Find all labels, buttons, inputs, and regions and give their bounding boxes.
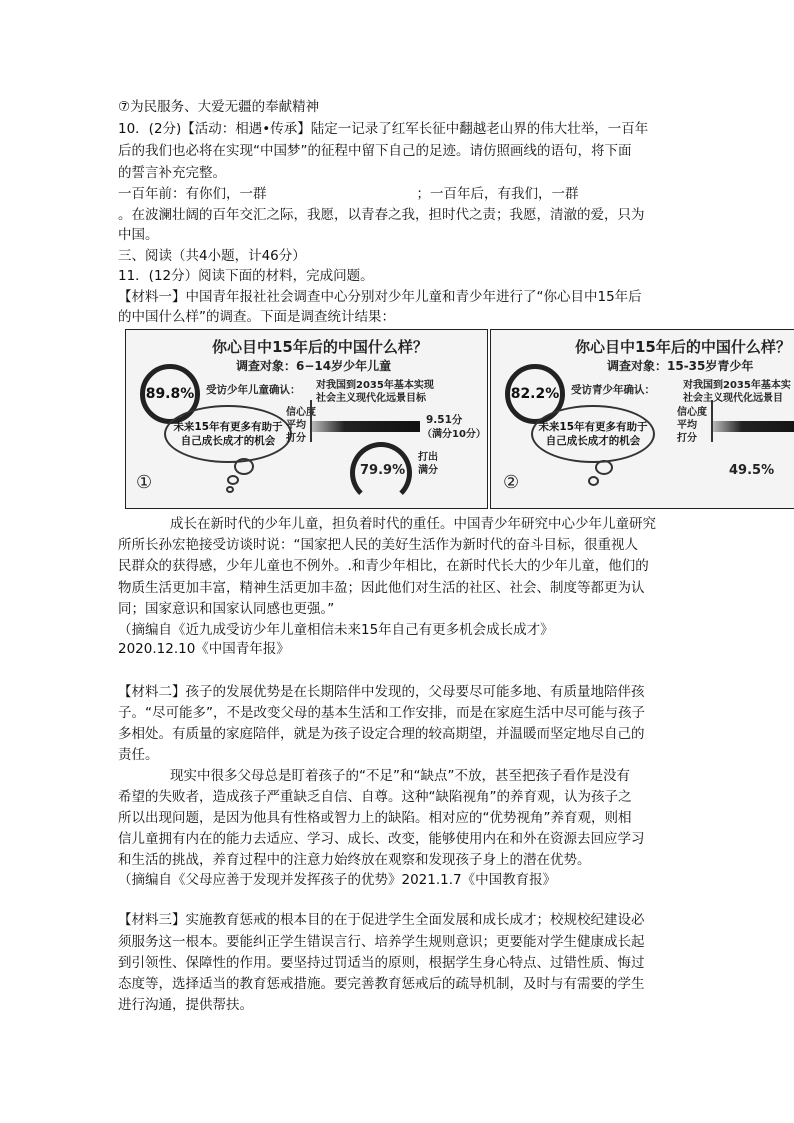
confirm-label: 受访青少年确认： [571, 384, 655, 396]
paragraph-line: 多相处。有质量的家庭陪伴，就是为孩子设定合理的较高期望，并温暖而坚定地尽自己的 [118, 726, 645, 742]
bubble-dot [226, 486, 234, 493]
fill-in-middle: ；一百年后，有我们，一群 [416, 186, 579, 202]
material-1-heading: 【材料一】中国青年报社社会调查中心分别对少年儿童和青少年进行了“你心目中15年后 [118, 289, 642, 305]
text-line: 后的我们也必将在实现“中国梦”的征程中留下自己的足迹。请仿照画线的语句，将下面 [118, 143, 632, 159]
source-line: 2020.12.10《中国青年报》 [118, 641, 290, 657]
figure-marker: ① [136, 472, 153, 493]
paragraph-line: 子。“尽可能多”，不是改变父母的基本生活和工作安排，而是在家庭生活中尽可能与孩子 [118, 705, 645, 721]
paragraph-line: 责任。 [118, 747, 159, 763]
opinion-bubble [531, 405, 655, 463]
bubble-line: 自己成长成才的机会 [545, 435, 641, 447]
question-10: 10．(2分)【活动：相遇•传承】陆定一记录了红军长征中翻越老山界的伟大壮举，一百年 [118, 121, 649, 137]
paragraph-line: 物质生活更加丰富，精神生活更加丰盈；因此他们对生活的社区、社会、制度等都更为认 [118, 580, 645, 596]
paragraph-line: 所以出现问题，是因为他具有性格或智力上的缺陷。相对应的“优势视角”养育观，则相 [118, 810, 632, 826]
score-note: （满分10分） [422, 429, 486, 440]
source-line: （摘编自《父母应善于发现并发挥孩子的优势》2021.1.7《中国教育报》 [118, 872, 557, 888]
percentage-ring: 82.2% [505, 364, 565, 424]
text-line: ⑦为民服务、大爱无疆的奉献精神 [118, 99, 320, 115]
bubble-line: 未来15年有更多有助于 [538, 421, 648, 433]
fill-in-prefix: 一百年前：有你们，一群 [118, 186, 267, 202]
bubble-line: 自己成长成才的机会 [180, 435, 276, 447]
confidence-label: 打分 [286, 433, 306, 444]
bubble-dot [227, 475, 239, 485]
figure-title: 你心目中15年后的中国什么样？ [575, 338, 791, 356]
percentage-ring: 89.8% [140, 364, 200, 424]
goal-text: 社会主义现代化远景目标 [316, 393, 426, 404]
text-line: 的誓言补充完整。 [118, 165, 226, 181]
figure-title: 你心目中15年后的中国什么样？ [212, 338, 428, 356]
paragraph-line: 须服务这一根本。要能纠正学生错误言行、培养学生规则意识；更要能对学生健康成长起 [118, 934, 645, 950]
fill-in-line [118, 184, 579, 204]
paragraph-line: 和生活的挑战，养育过程中的注意力始终放在观察和发现孩子身上的潜在优势。 [118, 852, 591, 868]
source-line: （摘编自《近九成受访少年儿童相信未来15年自己有更多机会成长成才》 [118, 622, 554, 638]
paragraph-line: 信儿童拥有内在的能力去适应、学习、成长、改变，能够使用内在和外在资源去回应学习 [118, 831, 645, 847]
confidence-label: 平均 [286, 420, 306, 431]
full-score-percent: 49.5% [729, 463, 775, 478]
paragraph-line: 态度等，选择适当的教育惩戒措施。要完善教育惩戒后的疏导机制，及时与有需要的学生 [118, 976, 645, 992]
paragraph-line: 同；国家意识和国家认同感也更强。” [118, 601, 335, 617]
bubble-dot [234, 458, 254, 475]
figure-subject: 调查对象：15-35岁青少年 [607, 359, 754, 373]
text-line: 的中国什么样”的调查。下面是调查统计结果： [118, 309, 395, 325]
figure-subject: 调查对象：6−14岁少年儿童 [236, 359, 392, 373]
paragraph-line: 现实中很多父母总是盯着孩子的“不足”和“缺点”不放，甚至把孩子看作是没有 [170, 768, 630, 784]
survey-figure-1 [125, 329, 488, 509]
material-3-heading: 【材料三】实施教育惩戒的根本目的在于促进学生全面发展和成长成才；校规校纪建设必 [118, 912, 645, 928]
confidence-bar [312, 421, 420, 432]
goal-text: 对我国到2035年基本实 [683, 380, 791, 391]
score-value: 9.51分 [426, 414, 463, 426]
confirm-label: 受访少年儿童确认： [206, 384, 301, 396]
paragraph-line: 所所长孙宏艳接受访谈时说：“国家把人民的美好生活作为新时代的奋斗目标，很重视人 [118, 537, 638, 553]
figure-marker: ② [503, 472, 520, 493]
question-11: 11．(12分）阅读下面的材料，完成问题。 [118, 268, 374, 284]
paragraph-line: 进行沟通，提供帮扶。 [118, 997, 253, 1013]
bubble-dot [595, 460, 613, 475]
bubble-dot [588, 476, 599, 486]
bubble-line: 未来15年有更多有助于 [173, 421, 283, 433]
paragraph-line: 成长在新时代的少年儿童，担负着时代的重任。中国青少年研究中心少年儿童研究 [170, 516, 656, 532]
full-score-label: 满分 [418, 465, 438, 476]
opinion-bubble [164, 405, 292, 463]
paragraph-line: 到引领性、保障性的作用。要坚持过罚适当的原则，根据学生身心特点、过错性质、悔过 [118, 955, 645, 971]
paragraph-line: 民群众的获得感，少年儿童也不例外。.和青少年相比，在新时代长大的少年儿童，他们的 [118, 558, 649, 574]
confidence-label: 打分 [677, 433, 697, 444]
text-line: 。在波澜壮阔的百年交汇之际，我愿，以青春之我，担时代之责；我愿，清澈的爱，只为 [118, 207, 645, 223]
confidence-label: 信心度 [286, 407, 316, 418]
survey-figure-2 [490, 329, 794, 509]
material-2-heading: 【材料二】孩子的发展优势是在长期陪伴中发现的，父母要尽可能多地、有质量地陪伴孩 [118, 684, 645, 700]
full-score-label: 打出 [418, 452, 438, 463]
text-line: 中国。 [118, 227, 159, 243]
goal-text: 社会主义现代化远景目 [683, 393, 783, 404]
confidence-label: 信心度 [677, 407, 707, 418]
goal-text: 对我国到2035年基本实现 [316, 380, 434, 391]
full-score-percent: 79.9% [360, 463, 406, 478]
paragraph-line: 希望的失败者，造成孩子严重缺乏自信、自尊。这种“缺陷视角”的养育观，认为孩子之 [118, 789, 632, 805]
section-heading: 三、阅读（共4小题，计46分） [118, 248, 306, 264]
confidence-label: 平均 [677, 420, 697, 431]
confidence-bar [713, 421, 794, 432]
